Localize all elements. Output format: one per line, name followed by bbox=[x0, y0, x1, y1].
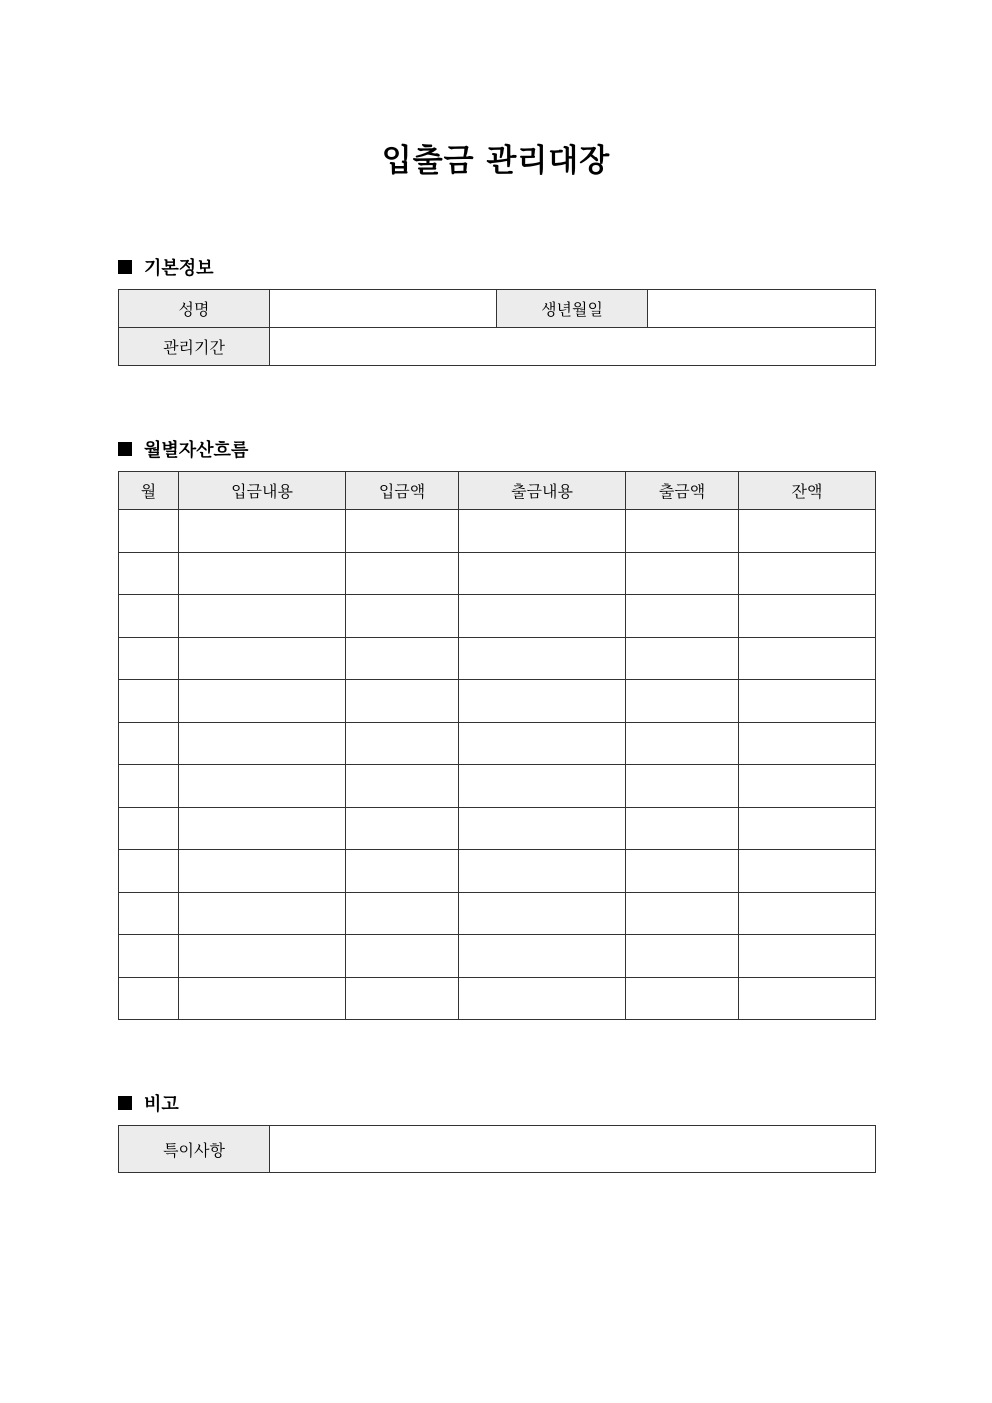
month-cell[interactable] bbox=[119, 722, 179, 765]
withdraw-desc-cell[interactable] bbox=[459, 850, 626, 893]
deposit-amount-cell[interactable] bbox=[346, 595, 459, 638]
table-row bbox=[119, 765, 876, 808]
deposit-desc-cell[interactable] bbox=[179, 510, 346, 553]
section-title: 월별자산흐름 bbox=[144, 440, 249, 461]
column-header-deposit-amount: 입금액 bbox=[346, 472, 459, 510]
deposit-desc-cell[interactable] bbox=[179, 850, 346, 893]
column-header-month: 월 bbox=[119, 472, 179, 510]
remarks-label: 특이사항 bbox=[119, 1126, 270, 1173]
month-cell[interactable] bbox=[119, 552, 179, 595]
column-header-balance: 잔액 bbox=[739, 472, 876, 510]
month-cell[interactable] bbox=[119, 935, 179, 978]
deposit-desc-cell[interactable] bbox=[179, 680, 346, 723]
withdraw-desc-cell[interactable] bbox=[459, 595, 626, 638]
withdraw-amount-cell[interactable] bbox=[626, 850, 739, 893]
square-bullet-icon bbox=[118, 260, 132, 274]
page-title: 입출금 관리대장 bbox=[381, 143, 611, 179]
withdraw-desc-cell[interactable] bbox=[459, 807, 626, 850]
withdraw-desc-cell[interactable] bbox=[459, 510, 626, 553]
deposit-amount-cell[interactable] bbox=[346, 765, 459, 808]
deposit-desc-cell[interactable] bbox=[179, 637, 346, 680]
balance-cell[interactable] bbox=[739, 637, 876, 680]
period-field[interactable] bbox=[270, 328, 876, 366]
table-row bbox=[119, 935, 876, 978]
name-field[interactable] bbox=[270, 290, 497, 328]
withdraw-amount-cell[interactable] bbox=[626, 765, 739, 808]
withdraw-amount-cell[interactable] bbox=[626, 510, 739, 553]
deposit-amount-cell[interactable] bbox=[346, 510, 459, 553]
deposit-desc-cell[interactable] bbox=[179, 977, 346, 1020]
month-cell[interactable] bbox=[119, 595, 179, 638]
deposit-desc-cell[interactable] bbox=[179, 552, 346, 595]
withdraw-desc-cell[interactable] bbox=[459, 765, 626, 808]
square-bullet-icon bbox=[118, 1096, 132, 1110]
basic-info-table bbox=[118, 289, 876, 366]
withdraw-desc-cell[interactable] bbox=[459, 977, 626, 1020]
table-row bbox=[119, 510, 876, 553]
table-row bbox=[119, 892, 876, 935]
table-row bbox=[119, 680, 876, 723]
table-header-row bbox=[119, 472, 876, 510]
balance-cell[interactable] bbox=[739, 595, 876, 638]
withdraw-desc-cell[interactable] bbox=[459, 892, 626, 935]
section-heading-basic bbox=[118, 254, 214, 280]
table-row bbox=[119, 850, 876, 893]
balance-cell[interactable] bbox=[739, 977, 876, 1020]
table-row bbox=[119, 328, 876, 366]
balance-cell[interactable] bbox=[739, 510, 876, 553]
deposit-amount-cell[interactable] bbox=[346, 935, 459, 978]
birthdate-field[interactable] bbox=[648, 290, 876, 328]
withdraw-desc-cell[interactable] bbox=[459, 935, 626, 978]
deposit-amount-cell[interactable] bbox=[346, 722, 459, 765]
section-title: 비고 bbox=[144, 1094, 179, 1115]
balance-cell[interactable] bbox=[739, 850, 876, 893]
month-cell[interactable] bbox=[119, 892, 179, 935]
deposit-amount-cell[interactable] bbox=[346, 977, 459, 1020]
column-header-withdraw-desc: 출금내용 bbox=[459, 472, 626, 510]
table-row bbox=[119, 290, 876, 328]
note-table bbox=[118, 1125, 876, 1173]
withdraw-amount-cell[interactable] bbox=[626, 807, 739, 850]
withdraw-amount-cell[interactable] bbox=[626, 637, 739, 680]
deposit-desc-cell[interactable] bbox=[179, 722, 346, 765]
column-header-deposit-desc: 입금내용 bbox=[179, 472, 346, 510]
monthly-flow-table bbox=[118, 471, 876, 1020]
flow-table-body bbox=[119, 510, 876, 1020]
month-cell[interactable] bbox=[119, 765, 179, 808]
table-row bbox=[119, 1126, 876, 1173]
balance-cell[interactable] bbox=[739, 680, 876, 723]
month-cell[interactable] bbox=[119, 807, 179, 850]
withdraw-amount-cell[interactable] bbox=[626, 552, 739, 595]
withdraw-desc-cell[interactable] bbox=[459, 680, 626, 723]
deposit-amount-cell[interactable] bbox=[346, 850, 459, 893]
deposit-desc-cell[interactable] bbox=[179, 765, 346, 808]
deposit-desc-cell[interactable] bbox=[179, 807, 346, 850]
month-cell[interactable] bbox=[119, 680, 179, 723]
column-header-withdraw-amount: 출금액 bbox=[626, 472, 739, 510]
table-row bbox=[119, 977, 876, 1020]
month-cell[interactable] bbox=[119, 637, 179, 680]
deposit-amount-cell[interactable] bbox=[346, 552, 459, 595]
month-cell[interactable] bbox=[119, 977, 179, 1020]
table-row bbox=[119, 595, 876, 638]
deposit-desc-cell[interactable] bbox=[179, 595, 346, 638]
month-cell[interactable] bbox=[119, 850, 179, 893]
deposit-desc-cell[interactable] bbox=[179, 892, 346, 935]
table-row bbox=[119, 552, 876, 595]
withdraw-desc-cell[interactable] bbox=[459, 722, 626, 765]
table-row bbox=[119, 722, 876, 765]
table-row bbox=[119, 637, 876, 680]
section-heading-flow bbox=[118, 436, 248, 462]
table-row bbox=[119, 807, 876, 850]
section-heading-note bbox=[118, 1090, 179, 1116]
deposit-amount-cell[interactable] bbox=[346, 807, 459, 850]
remarks-field[interactable] bbox=[270, 1126, 876, 1173]
balance-cell[interactable] bbox=[739, 552, 876, 595]
birthdate-label: 생년월일 bbox=[497, 290, 648, 328]
month-cell[interactable] bbox=[119, 510, 179, 553]
withdraw-amount-cell[interactable] bbox=[626, 680, 739, 723]
withdraw-desc-cell[interactable] bbox=[459, 552, 626, 595]
withdraw-amount-cell[interactable] bbox=[626, 722, 739, 765]
square-bullet-icon bbox=[118, 442, 132, 456]
deposit-amount-cell[interactable] bbox=[346, 680, 459, 723]
withdraw-amount-cell[interactable] bbox=[626, 892, 739, 935]
withdraw-amount-cell[interactable] bbox=[626, 595, 739, 638]
balance-cell[interactable] bbox=[739, 935, 876, 978]
deposit-desc-cell[interactable] bbox=[179, 935, 346, 978]
deposit-amount-cell[interactable] bbox=[346, 892, 459, 935]
deposit-amount-cell[interactable] bbox=[346, 637, 459, 680]
balance-cell[interactable] bbox=[739, 765, 876, 808]
withdraw-amount-cell[interactable] bbox=[626, 977, 739, 1020]
balance-cell[interactable] bbox=[739, 807, 876, 850]
withdraw-amount-cell[interactable] bbox=[626, 935, 739, 978]
name-label: 성명 bbox=[119, 290, 270, 328]
balance-cell[interactable] bbox=[739, 722, 876, 765]
withdraw-desc-cell[interactable] bbox=[459, 637, 626, 680]
section-title: 기본정보 bbox=[144, 258, 214, 279]
balance-cell[interactable] bbox=[739, 892, 876, 935]
period-label: 관리기간 bbox=[119, 328, 270, 366]
